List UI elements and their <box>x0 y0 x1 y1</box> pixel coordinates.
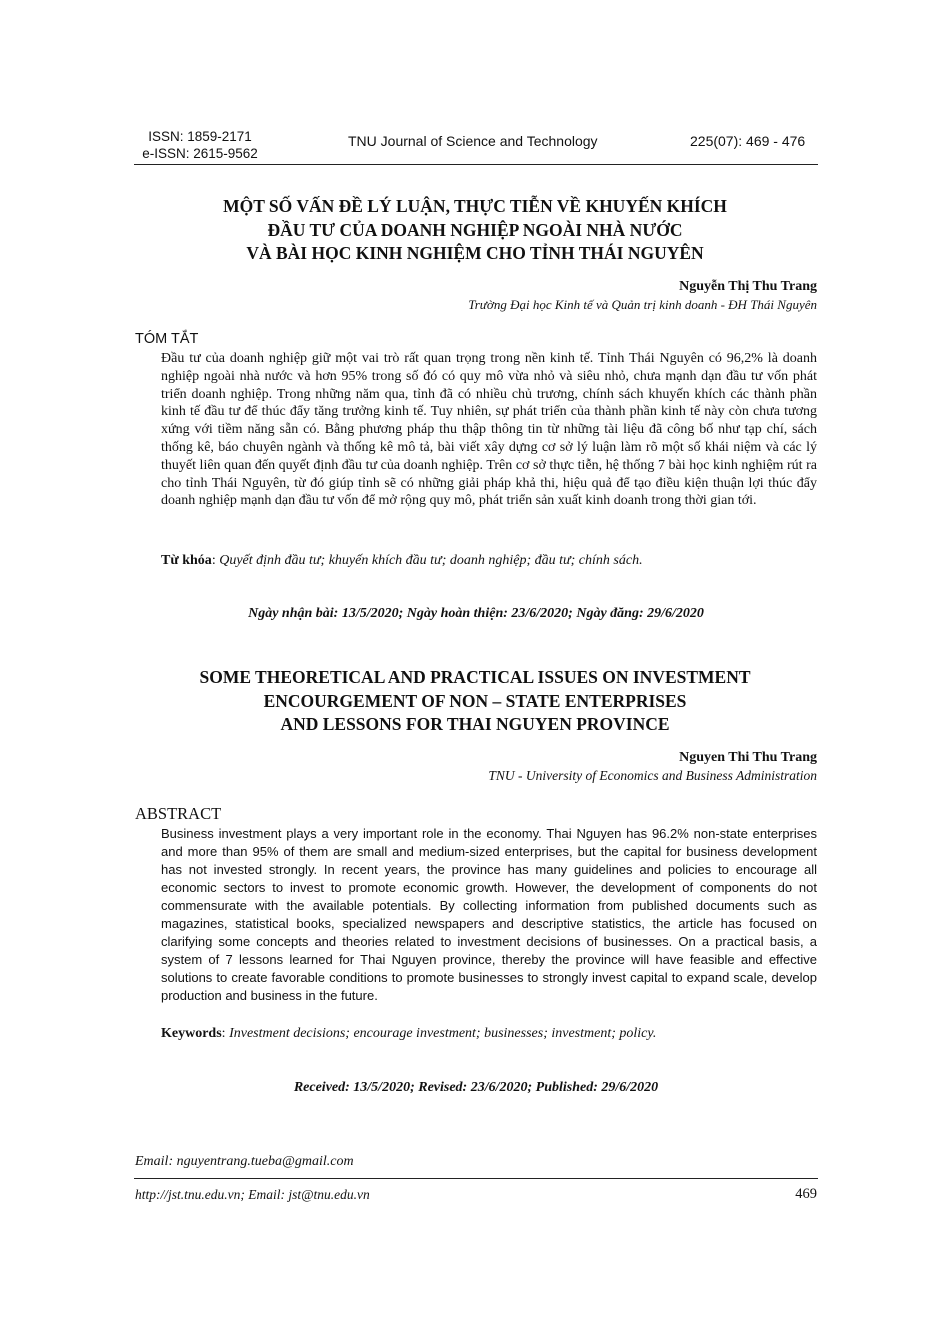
vi-summary-heading: TÓM TẮT <box>135 331 199 347</box>
vi-affiliation: Trường Đại học Kinh tế và Quản trị kinh doanh - ĐH Thái Nguyên <box>468 297 817 312</box>
vi-title-line: VÀ BÀI HỌC KINH NGHIỆM CHO TỈNH THÁI NGUYÊN <box>246 243 704 263</box>
page-number: 469 <box>795 1186 817 1202</box>
en-author: Nguyen Thi Thu Trang <box>679 750 817 765</box>
en-keywords-label: Keywords <box>161 1026 222 1041</box>
vi-keywords-label: Từ khóa <box>161 553 212 568</box>
vi-keywords: Từ khóa: Quyết định đầu tư; khuyến khích đầu tư; doanh nghiệp; đầu tư; chính sách. <box>161 553 643 568</box>
eissn: e-ISSN: 2615-9562 <box>142 146 258 161</box>
vi-title-line: MỘT SỐ VẤN ĐỀ LÝ LUẬN, THỰC TIỄN VỀ KHUYẾN KHÍCH <box>223 196 727 216</box>
vi-title-line: ĐẦU TƯ CỦA DOANH NGHIỆP NGOÀI NHÀ NƯỚC <box>267 219 683 240</box>
en-keywords-text: Investment decisions; encourage investment; businesses; investment; policy. <box>229 1026 657 1041</box>
author-email: Email: nguyentrang.tueba@gmail.com <box>135 1154 354 1169</box>
header-rule <box>134 164 818 165</box>
en-title-line: AND LESSONS FOR THAI NGUYEN PROVINCE <box>280 714 670 734</box>
journal-name: TNU Journal of Science and Technology <box>348 133 598 149</box>
issn-block <box>130 128 270 162</box>
vi-summary: Đầu tư của doanh nghiệp giữ một vai trò rất quan trọng trong nền kinh tế. Tỉnh Thái Nguyên có 96,2% là doanh nghiệp ngoài nhà nước và hơn 95% trong số đó có quy mô vừa nhỏ và siêu nhỏ, chưa mạnh dạn đầu tư vốn phát triển doanh nghiệp. Trong những năm qua, tỉnh đã có nhiều chủ trương, chính sách khuyến khích các thành phần kinh tế đầu tư để thúc đẩy tăng trưởng kinh tế. Tuy nhiên, sự phát triển của thành phần kinh tế này còn chưa tương xứng với tiềm năng sẵn có. Bằng phương pháp thu thập thông tin từ những tài liệu đã công bố như tạp chí, sách thống kê, báo chuyên ngành và thống kê mô tả, bài viết xây dựng cơ sở lý luận làm rõ một số khái niệm và các lý thuyết liên quan đến quyết định đầu tư của doanh nghiệp. Trên cơ sở thực tiễn, hệ thống 7 bài học kinh nghiệm rút ra cho tỉnh Thái Nguyên, từ đó giúp tỉnh sẽ có những giải pháp khả thi, hiệu quả để tạo điều kiện thuận lợi thúc đẩy doanh nghiệp mạnh dạn đầu tư vốn để mở rộng quy mô, phát triển sản xuất kinh doanh trong thời gian tới. <box>161 351 817 509</box>
en-title-line: SOME THEORETICAL AND PRACTICAL ISSUES ON INVESTMENT <box>199 667 751 687</box>
en-keywords: Keywords: Investment decisions; encourage investment; businesses; investment; policy. <box>161 1026 657 1041</box>
vi-keywords-text: Quyết định đầu tư; khuyến khích đầu tư; doanh nghiệp; đầu tư; chính sách. <box>219 553 643 568</box>
vi-dates: Ngày nhận bài: 13/5/2020; Ngày hoàn thiện: 23/6/2020; Ngày đăng: 29/6/2020 <box>248 606 704 621</box>
en-title <box>150 666 800 737</box>
en-abstract-heading: ABSTRACT <box>135 804 222 823</box>
vi-author: Nguyễn Thị Thu Trang <box>679 279 817 294</box>
en-abstract: Business investment plays a very important role in the economy. Thai Nguyen has 96.2% non-state enterprises and more than 95% of them are small and medium-sized enterprises, but the capital for business development has not invested strongly. In recent years, the province has many guidelines and policies to encourage all economic sectors to invest to promote economic growth. However, the development of components do not commensurate with the available potentials. By collecting information from published documents such as magazines, statistical books, specialized newspapers and descriptive statistics, the article has focused on clarifying some concepts and theories related to investment decisions of businesses. On a practical basis, a system of 7 lessons learned for Thai Nguyen province, thereby the province will have feasible and effective solutions to create favorable conditions to promote businesses to strongly invest capital to expand scale, develop production and business in the future. <box>161 826 817 1003</box>
issn: ISSN: 1859-2171 <box>148 129 252 144</box>
footer-links: http://jst.tnu.edu.vn; Email: jst@tnu.edu.vn <box>135 1187 370 1202</box>
vi-title <box>150 195 800 266</box>
volume-pages: 225(07): 469 - 476 <box>690 133 806 149</box>
en-dates: Received: 13/5/2020; Revised: 23/6/2020; Published: 29/6/2020 <box>293 1080 659 1095</box>
en-affiliation: TNU - University of Economics and Business Administration <box>488 768 817 783</box>
en-title-line: ENCOURGEMENT OF NON – STATE ENTERPRISES <box>263 690 687 711</box>
footer-rule <box>134 1178 818 1179</box>
